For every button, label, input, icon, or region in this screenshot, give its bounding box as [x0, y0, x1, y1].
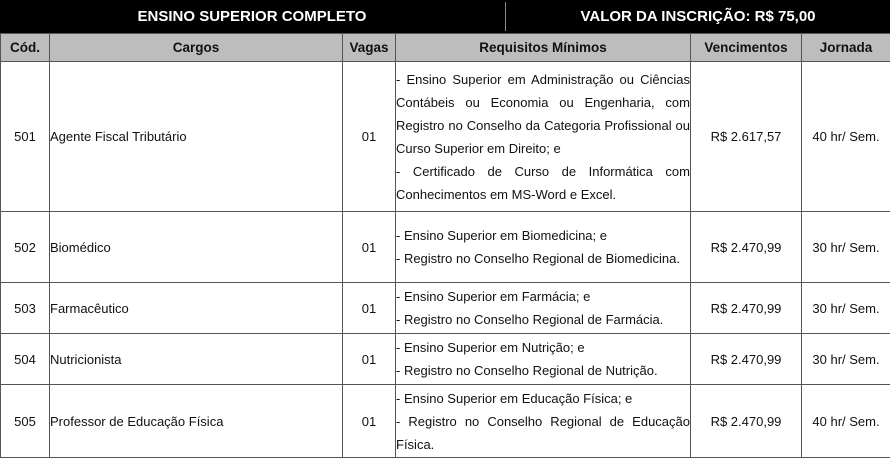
positions-table — [0, 33, 890, 458]
table-row — [1, 212, 890, 283]
cell-vagas: 01 — [343, 334, 396, 385]
requirement-line: - Registro no Conselho Regional de Farmácia. — [396, 312, 664, 327]
requirement-line: - Ensino Superior em Educação Física; e — [396, 390, 633, 406]
cell-cod: 503 — [1, 283, 50, 334]
cell-jornada: 30 hr/ Sem. — [802, 283, 890, 334]
cell-requisitos — [396, 283, 691, 334]
cell-vencimento: R$ 2.470,99 — [691, 385, 802, 458]
cell-cod: 505 — [1, 385, 50, 458]
requirement-line: - Registro no Conselho Regional de Educação Física. — [396, 413, 690, 452]
requirement-line: - Ensino Superior em Biomedicina; e — [396, 228, 607, 243]
registration-fee-title: VALOR DA INSCRIÇÃO: R$ 75,00 — [580, 8, 816, 25]
cell-jornada: 30 hr/ Sem. — [802, 212, 890, 283]
cell-vagas: 01 — [343, 283, 396, 334]
cell-requisitos — [396, 62, 691, 212]
table-row — [1, 385, 890, 458]
cell-cargo: Professor de Educação Física — [50, 385, 343, 458]
cell-jornada: 30 hr/ Sem. — [802, 334, 890, 385]
requirement-line: - Ensino Superior em Farmácia; e — [396, 289, 591, 304]
column-header-cargos: Cargos — [50, 34, 343, 62]
requirement-line: - Registro no Conselho Regional de Biomedicina. — [396, 251, 680, 266]
column-header-jornada: Jornada — [802, 34, 890, 62]
title-banner — [0, 0, 890, 33]
column-header-requisitos: Requisitos Mínimos — [396, 34, 691, 62]
requirement-line: - Registro no Conselho Regional de Nutrição. — [396, 363, 658, 378]
column-header-vagas: Vagas — [343, 34, 396, 62]
table-header-row — [1, 34, 890, 62]
requirement-line: - Certificado de Curso de Informática com Conhecimentos em MS-Word e Excel. — [396, 163, 690, 202]
cell-vencimento: R$ 2.470,99 — [691, 334, 802, 385]
cell-cargo: Agente Fiscal Tributário — [50, 62, 343, 212]
cell-cod: 502 — [1, 212, 50, 283]
cell-cargo: Farmacêutico — [50, 283, 343, 334]
cell-cod: 501 — [1, 62, 50, 212]
cell-requisitos — [396, 385, 691, 458]
cell-cod: 504 — [1, 334, 50, 385]
cell-cargo: Nutricionista — [50, 334, 343, 385]
column-header-cod: Cód. — [1, 34, 50, 62]
education-level-title: ENSINO SUPERIOR COMPLETO — [137, 8, 367, 25]
column-header-vencimentos: Vencimentos — [691, 34, 802, 62]
requirement-line: - Ensino Superior em Administração ou Ciências Contábeis ou Economia ou Engenharia, com Registro no Conselho da Categoria Profissional ou Curso Superior em Direito; e — [396, 71, 690, 156]
requirement-line: - Ensino Superior em Nutrição; e — [396, 340, 585, 355]
table-row — [1, 62, 890, 212]
cell-jornada: 40 hr/ Sem. — [802, 385, 890, 458]
cell-vagas: 01 — [343, 212, 396, 283]
cell-vencimento: R$ 2.470,99 — [691, 283, 802, 334]
table-row — [1, 283, 890, 334]
cell-vencimento: R$ 2.617,57 — [691, 62, 802, 212]
cell-vagas: 01 — [343, 385, 396, 458]
cell-vencimento: R$ 2.470,99 — [691, 212, 802, 283]
cell-requisitos — [396, 334, 691, 385]
cell-cargo: Biomédico — [50, 212, 343, 283]
table-row — [1, 334, 890, 385]
cell-requisitos — [396, 212, 691, 283]
cell-vagas: 01 — [343, 62, 396, 212]
cell-jornada: 40 hr/ Sem. — [802, 62, 890, 212]
